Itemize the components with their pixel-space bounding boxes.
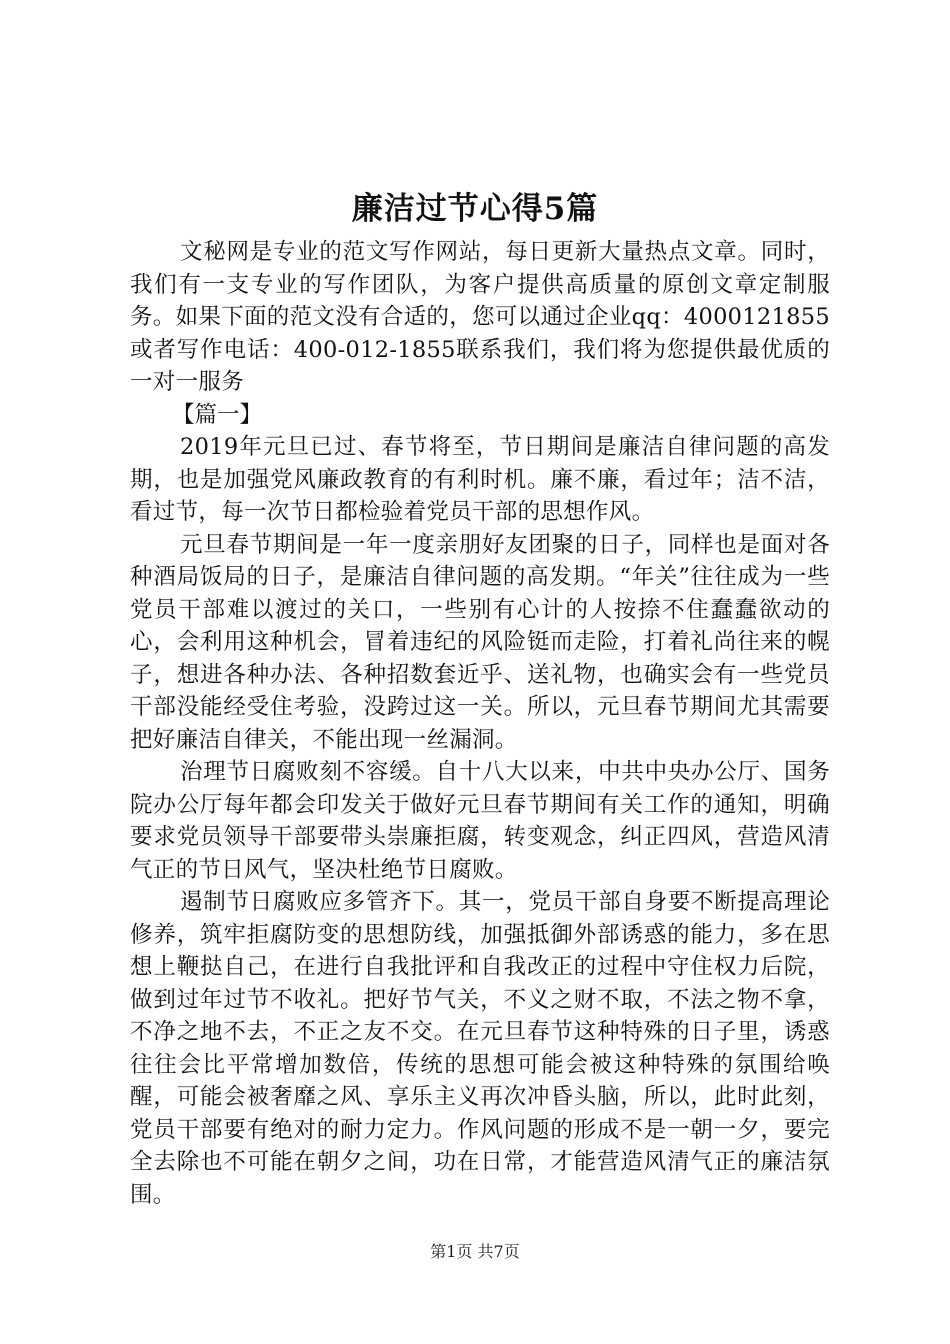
document-title: 廉洁过节心得5篇 [351, 191, 599, 227]
body-paragraph-3: 治理节日腐败刻不容缓。自十八大以来，中共中央办公厅、国务院办公厅每年都会印发关于做好元旦春节期间有关工作的通知，明确要求党员领导干部要带头崇廉拒腐，转变观念，纠正四风，营造风清气正的节日风气，坚决杜绝节日腐败。 [130, 759, 830, 883]
page-footer: 第1页 共7页 [430, 1242, 520, 1261]
body-paragraph-4: 遏制节日腐败应多管齐下。其一，党员干部自身要不断提高理论修养，筑牢拒腐防变的思想防线，加强抵御外部诱惑的能力，多在思想上鞭挞自己，在进行自我批评和自我改正的过程中守住权力后院，做到过年过节不收礼。把好节气关，不义之财不取，不法之物不拿，不净之地不去，不正之友不交。在元旦春节这种特殊的日子里，诱惑往往会比平常增加数倍，传统的思想可能会被这种特殊的氛围给唤醒，可能会被奢靡之风、享乐主义再次冲昏头脑，所以，此时此刻，党员干部要有绝对的耐力定力。作风问题的形成不是一朝一夕，要完全去除也不可能在朝夕之间，功在日常，才能营造风清气正的廉洁氛围。 [130, 889, 830, 1208]
body-paragraph-2: 元旦春节期间是一年一度亲朋好友团聚的日子，同样也是面对各种酒局饭局的日子，是廉洁自律问题的高发期。“年关”往往成为一些党员干部难以渡过的关口，一些别有心计的人按捺不住蠢蠢欲动的心，会利用这种机会，冒着违纪的风险铤而走险，打着礼尚往来的幌子，想进各种办法、各种招数套近乎、送礼物，也确实会有一些党员干部没能经受住考验，没跨过这一关。所以，元旦春节期间尤其需要把好廉洁自律关，不能出现一丝漏洞。 [130, 531, 830, 753]
body-paragraph-1: 2019年元旦已过、春节将至，节日期间是廉洁自律问题的高发期，也是加强党风廉政教育的有利时机。廉不廉，看过年；洁不洁，看过节，每一次节日都检验着党员干部的思想作风。 [130, 434, 830, 525]
section-heading: 【篇一】 [172, 401, 263, 428]
document-body [130, 236, 830, 1211]
intro-paragraph: 文秘网是专业的范文写作网站，每日更新大量热点文章。同时，我们有一支专业的写作团队，为客户提供高质量的原创文章定制服务。如果下面的范文没有合适的，您可以通过企业qq：4000121855或者写作电话：400-012-1855联系我们，我们将为您提供最优质的一对一服务 [130, 239, 830, 395]
